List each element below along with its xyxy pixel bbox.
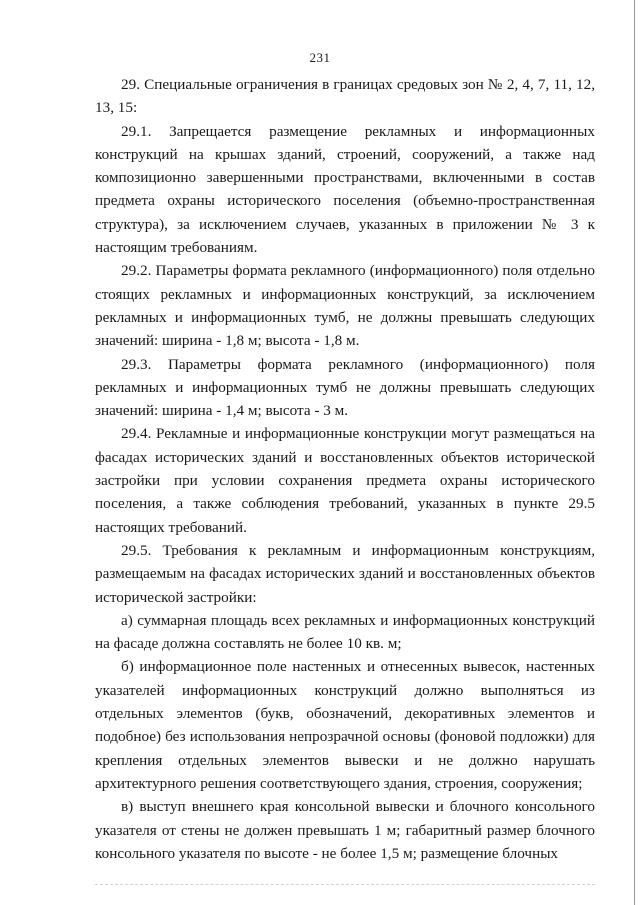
page-edge [634, 0, 635, 905]
paragraph-29-1: 29.1. Запрещается размещение рекламных и информационных конструкций на крышах зданий, строений, сооружений, а также над композиционно завершенными пространствами, включенными в состав предмета охраны исторического поселения (объемно-пространственная структура), за исключением случаев, указанных в приложении № 3 к настоящим требованиям. [95, 122, 595, 257]
page-number: 231 [309, 50, 331, 65]
paragraph-29-3: 29.3. Параметры формата рекламного (информационного) поля рекламных и информационных тумб не должны превышать следующих значений: ширина - 1,4 м; высота - 3 м. [95, 355, 595, 420]
subparagraph-a: а) суммарная площадь всех рекламных и информационных конструкций на фасаде должна составлять не более 10 кв. м; [95, 611, 595, 653]
footer-rule [95, 884, 595, 885]
paragraph-29: 29. Специальные ограничения в границах средовых зон № 2, 4, 7, 11, 12, 13, 15: [95, 76, 595, 117]
paragraph-29-5: 29.5. Требования к рекламным и информационным конструкциям, размещаемым на фасадах исторических зданий и восстановленных объектов исторической застройки: [95, 541, 595, 606]
body-text [95, 73, 595, 865]
paragraph-29-2: 29.2. Параметры формата рекламного (информационного) поля отдельно стоящих рекламных и информационных конструкций, за исключением рекламных и информационных тумб, не должны превышать следующих значений: ширина - 1,8 м; высота - 1,8 м. [95, 262, 595, 350]
paragraph-29-4: 29.4. Рекламные и информационные конструкции могут размещаться на фасадах исторических зданий и восстановленных объектов исторической застройки при условии сохранения предмета охраны исторического поселения, а также соблюдения требований, указанных в пункте 29.5 настоящих требований. [95, 425, 595, 536]
subparagraph-b: б) информационное поле настенных и отнесенных вывесок, настенных указателей информационных конструкций должно выполняться из отдельных элементов (букв, обозначений, декоративных элементов и подобное) без использования непрозрачной основы (фоновой подложки) для крепления отдельных элементов вывески и не должно нарушать архитектурного решения соответствующего здания, строения, сооружения; [95, 658, 595, 792]
subparagraph-v: в) выступ внешнего края консольной вывески и блочного консольного указателя от стены не должен превышать 1 м; габаритный размер блочного консольного указателя по высоте - не более 1,5 м; размещение блочных [95, 798, 595, 862]
